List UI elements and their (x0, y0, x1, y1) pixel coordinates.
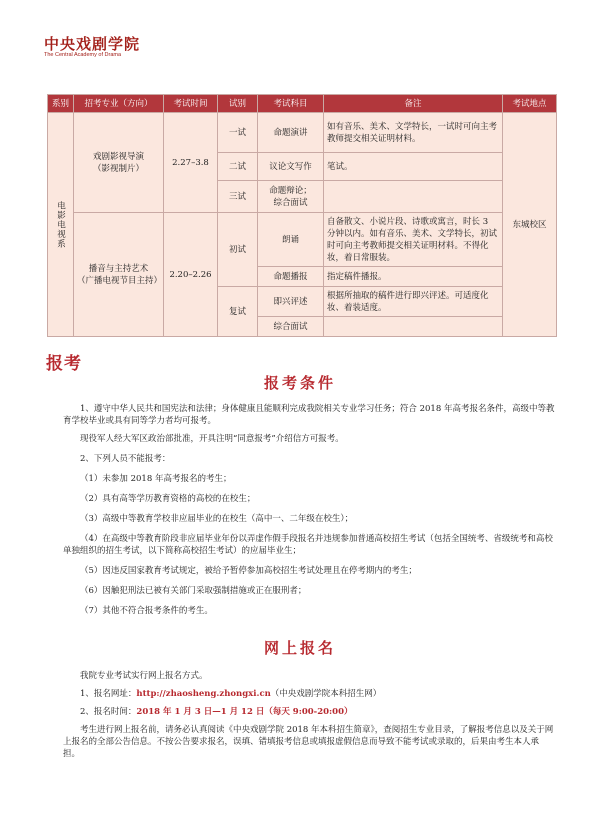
list-item: （7）其他不符合报考条件的考生。 (80, 606, 213, 616)
section-heading-baokao: 报考 (46, 354, 82, 374)
online-registration-body (63, 670, 555, 760)
subject-cell: 议论文写作 (258, 153, 324, 181)
conditions-p1: 1、遵守中华人民共和国宪法和法律；身体健康且能顺利完成我院相关专业学习任务；符合 2018 年高考报名条件，高级中等教育学校毕业或具有同等学力者均可报考。 (63, 404, 555, 426)
conditions-body (63, 403, 555, 617)
registration-url-link[interactable]: http://zhaosheng.zhongxi.cn (136, 689, 271, 699)
major-cell (74, 113, 164, 213)
table-header-row (48, 95, 557, 113)
note-cell: 笔试。 (324, 153, 503, 181)
major-cell (74, 213, 164, 337)
exam-time-cell: 2.27–3.8 (164, 113, 218, 213)
online-notice: 考生进行网上报名前，请务必认真阅读《中央戏剧学院 2018 年本科招生简章》，查阅招生专业目录，了解报考信息以及关于网上报名的全部公告信息。不按公告要求报名，误填、错填报考信息或填报虚假信息而导致不能考试或录取的，后果由考生本人承担。 (63, 725, 554, 759)
registration-time-value: 2018 年 1 月 3 日—1 月 12 日（每天 9:00-20:00） (136, 707, 353, 717)
note-cell: 根据所抽取的稿件进行即兴评述。可适度化妆、着装适度。 (324, 287, 503, 317)
department-cell (48, 113, 74, 337)
subject-line: 综合面试 (273, 197, 308, 208)
major-direction: （广播电视节目主持） (77, 275, 163, 286)
list-item: （2）具有高等学历教育资格的高校的在校生； (80, 494, 256, 504)
round-cell: 三试 (218, 181, 258, 213)
round-cell: 初试 (218, 213, 258, 287)
online-time-line (63, 706, 555, 718)
table-row (48, 213, 557, 267)
online-site-line (63, 688, 555, 700)
subject-line: 命题辩论； (269, 185, 312, 196)
header-location: 考试地点 (503, 95, 557, 113)
list-item: （3）高级中等教育学校非应届毕业的在校生（高中一、二年级在校生）； (80, 514, 354, 524)
subject-cell: 即兴评述 (258, 287, 324, 317)
note-cell (324, 317, 503, 337)
major-direction: （影视制片） (92, 163, 144, 174)
department-name: 电影电视系 (55, 200, 66, 249)
table-row (48, 113, 557, 153)
note-cell: 自备散文、小说片段、诗歌或寓言，时长 3 分钟以内。如有音乐、美术、文学特长，初试时可向主考教师提交相关证明材料。不得化妆，着日常服装。 (324, 213, 503, 267)
online-registration-title: 网上报名 (263, 639, 336, 657)
round-cell: 一试 (218, 113, 258, 153)
subject-cell: 命题播报 (258, 267, 324, 287)
header-time: 考试时间 (164, 95, 218, 113)
subject-cell (258, 181, 324, 213)
round-cell: 复试 (218, 287, 258, 337)
conditions-title: 报考条件 (263, 374, 336, 392)
subject-cell: 命题演讲 (258, 113, 324, 153)
conditions-p3: 2、下列人员不能报考： (80, 454, 171, 464)
note-cell: 如有音乐、美术、文学特长，一试时可向主考教师提交相关证明材料。 (324, 113, 503, 153)
major-name: 戏剧影视导演 (92, 151, 144, 162)
site-note: （中央戏剧学院本科招生网） (270, 689, 382, 699)
list-item: （6）因触犯刑法已被有关部门采取强制措施或正在服刑者； (80, 586, 307, 596)
exam-time-cell: 2.20–2.26 (164, 213, 218, 337)
major-name: 播音与主持艺术 (88, 263, 149, 274)
header-subject: 考试科目 (258, 95, 324, 113)
list-item: （1）未参加 2018 年高考报名的考生； (80, 474, 232, 484)
online-intro: 我院专业考试实行网上报名方式。 (80, 671, 208, 681)
subject-cell: 朗诵 (258, 213, 324, 267)
note-cell: 指定稿件播报。 (324, 267, 503, 287)
time-label: 2、报名时间： (80, 707, 137, 717)
list-item: （5）因违反国家教育考试规定，被给予暂停参加高校招生考试处理且在停考期内的考生； (80, 566, 417, 576)
exam-schedule-table (47, 94, 557, 337)
location-cell: 东城校区 (503, 113, 557, 337)
list-item: （4）在高级中等教育阶段非应届毕业年份以弄虚作假手段报名并违规参加普通高校招生考试（包括全国统考、省级统考和高校单独组织的招生考试，以下简称高校招生考试）的应届毕业生； (63, 534, 553, 556)
header-major: 招考专业（方向） (74, 95, 164, 113)
round-cell: 二试 (218, 153, 258, 181)
conditions-p2: 现役军人经大军区政治部批准，开具注明“同意报考”介绍信方可报考。 (80, 434, 344, 444)
header-note: 备注 (324, 95, 503, 113)
logo-chinese: 中央戏剧学院 (44, 35, 141, 53)
academy-logo (44, 36, 140, 59)
subject-cell: 综合面试 (258, 317, 324, 337)
site-label: 1、报名网址： (80, 689, 137, 699)
logo-english: The Central Academy of Drama (44, 52, 122, 58)
note-cell (324, 181, 503, 213)
header-round: 试别 (218, 95, 258, 113)
header-department: 系别 (48, 95, 74, 113)
